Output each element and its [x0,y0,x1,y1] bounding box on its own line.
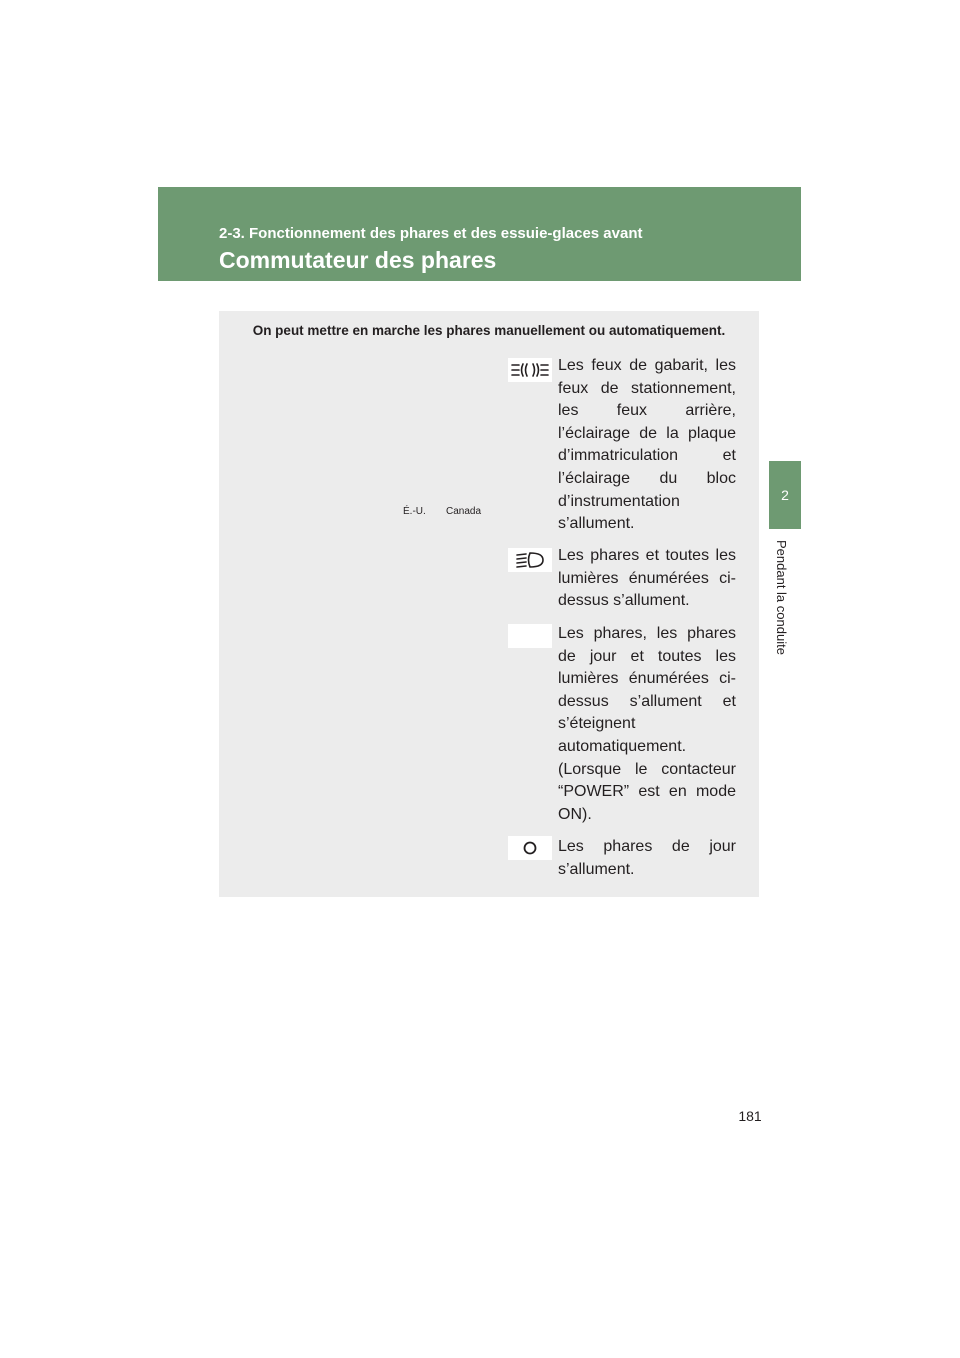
item-text: Les feux de gabarit, les feux de stationnement, les feux arrière, l’éclairage de la plaque d’immatriculation et l’éclairage du bloc d’instrumentation s’allument. [558,357,736,533]
page-number: 181 [738,1108,762,1124]
section-heading: 2-3. Fonctionnement des phares et des essuie-glaces avant [219,225,643,242]
figure-label-canada: Canada [446,506,482,517]
drl-off-icon [508,836,552,860]
auto-icon [508,624,552,648]
item-text: Les phares et toutes les lumières énumérées ci-dessus s’allument. [558,547,736,610]
page-title: Commutateur des phares [219,247,497,273]
chapter-number: 2 [781,487,789,503]
chapter-label: Pendant la conduite [774,540,789,655]
chapter-header [158,187,801,281]
item-text: Les phares de jour s’allument. [558,838,736,878]
item-text: Les phares, les phares de jour et toutes les lumières énumérées ci-dessus s’allument et s’éteignent automatiquement. [558,625,736,755]
figure-label-us: É.-U. [403,506,426,517]
item-auto [558,623,736,826]
intro-text: On peut mettre en marche les phares manuellement ou automatiquement. [252,323,726,338]
item-parking-lights [558,355,736,536]
content-panel [219,311,759,897]
item-drl [558,836,736,881]
headlight-icon [508,548,552,572]
item-note: (Lorsque le contacteur “POWER” est en mode ON). [558,760,736,823]
item-headlights [558,545,736,613]
parking-lights-icon [508,358,552,382]
chapter-tab [769,461,801,529]
